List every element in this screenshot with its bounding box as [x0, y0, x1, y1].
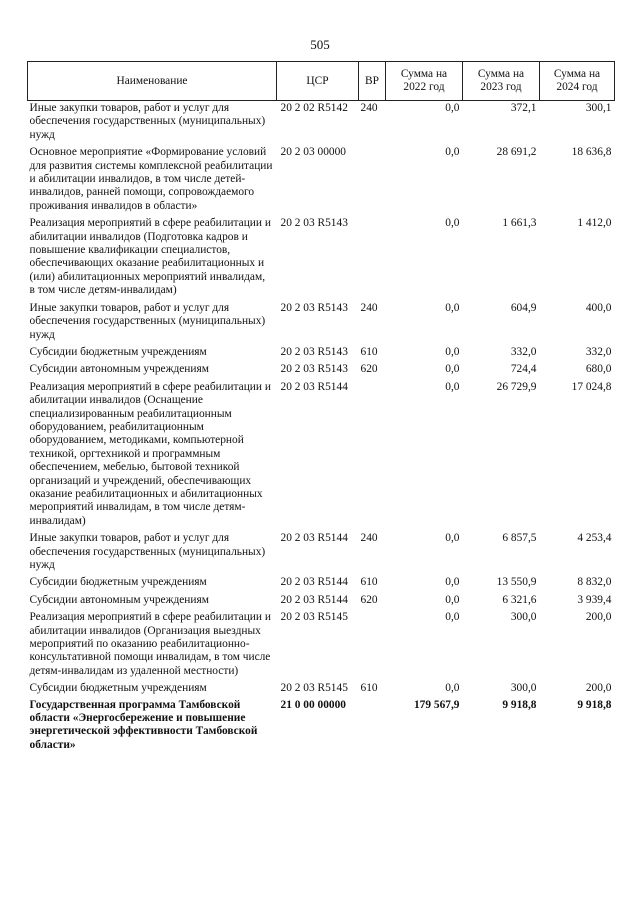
table-row — [28, 572, 615, 589]
cell-sum-2024: 8 832,0 — [577, 576, 612, 589]
cell-name: Иные закупки товаров, работ и услуг для обеспечения государственных (муниципальных) нужд — [29, 532, 266, 571]
cell-sum-2023: 9 918,8 — [502, 698, 537, 711]
cell-sum-2024: 4 253,4 — [577, 532, 612, 545]
cell-csr: 20 2 03 R5144 — [280, 593, 348, 606]
cell-sum-2024: 17 024,8 — [571, 380, 612, 393]
cell-sum-2024: 332,0 — [585, 345, 612, 358]
table-row — [28, 528, 615, 572]
cell-vr: 620 — [360, 363, 378, 376]
cell-sum-2023: 13 550,9 — [496, 576, 537, 589]
table-row — [28, 377, 615, 528]
cell-vr: 610 — [360, 345, 378, 358]
cell-sum-2024: 400,0 — [585, 301, 612, 314]
cell-vr: 610 — [360, 576, 378, 589]
header-sum-2023: Сумма на 2023 год — [463, 62, 540, 101]
cell-name: Государственная программа Тамбовской области «Энергосбережение и повышение энергетической эффективности Тамбовской области» — [29, 698, 258, 751]
cell-sum-2024: 3 939,4 — [577, 593, 612, 606]
cell-csr: 20 2 03 00000 — [280, 146, 346, 159]
cell-name: Реализация мероприятий в сфере реабилитации и абилитации инвалидов (Организация выездных мероприятий по оказанию реабилитационно-консультативной помощи инвалидам, в том числе детям-инвалидам из удаленной местности) — [29, 611, 271, 677]
cell-sum-2024: 300,1 — [585, 102, 612, 114]
cell-csr: 20 2 03 R5144 — [280, 532, 348, 545]
cell-csr: 20 2 02 R5142 — [280, 102, 348, 114]
cell-name: Субсидии автономным учреждениям — [29, 593, 209, 606]
cell-csr: 20 2 03 R5145 — [280, 611, 348, 624]
cell-sum-2024: 18 636,8 — [571, 146, 612, 159]
cell-sum-2022: 0,0 — [445, 345, 460, 358]
table-row — [28, 342, 615, 359]
cell-name: Субсидии бюджетным учреждениям — [29, 345, 207, 358]
table-row — [28, 298, 615, 342]
cell-vr: 240 — [360, 102, 378, 114]
cell-sum-2022: 0,0 — [445, 593, 460, 606]
cell-sum-2022: 0,0 — [445, 611, 460, 624]
page-number: 505 — [310, 37, 330, 52]
cell-sum-2024: 9 918,8 — [577, 698, 612, 711]
cell-csr: 20 2 03 R5144 — [280, 576, 348, 589]
cell-csr: 20 2 03 R5143 — [280, 301, 348, 314]
cell-vr: 620 — [360, 593, 378, 606]
table-row — [28, 359, 615, 376]
cell-sum-2022: 179 567,9 — [413, 698, 460, 711]
cell-csr: 21 0 00 00000 — [280, 698, 346, 711]
cell-csr: 20 2 03 R5143 — [280, 345, 348, 358]
cell-name: Субсидии бюджетным учреждениям — [29, 682, 207, 695]
cell-sum-2022: 0,0 — [445, 532, 460, 545]
cell-csr: 20 2 03 R5145 — [280, 682, 348, 695]
cell-sum-2022: 0,0 — [445, 217, 460, 230]
cell-name: Иные закупки товаров, работ и услуг для обеспечения государственных (муниципальных) нужд — [29, 102, 266, 141]
cell-name: Субсидии бюджетным учреждениям — [29, 576, 207, 589]
table-row — [28, 213, 615, 297]
cell-sum-2023: 300,0 — [510, 682, 537, 695]
cell-vr — [359, 607, 386, 678]
cell-sum-2023: 604,9 — [510, 301, 537, 314]
table-body — [28, 101, 615, 753]
cell-vr: 240 — [360, 301, 378, 314]
header-sum-2024: Сумма на 2024 год — [540, 62, 615, 101]
cell-sum-2022: 0,0 — [445, 682, 460, 695]
cell-sum-2024: 200,0 — [585, 611, 612, 624]
cell-vr — [359, 213, 386, 297]
cell-vr — [359, 377, 386, 528]
cell-sum-2023: 6 321,6 — [502, 593, 537, 606]
cell-sum-2023: 26 729,9 — [496, 380, 537, 393]
cell-sum-2023: 6 857,5 — [502, 532, 537, 545]
cell-vr — [359, 696, 386, 753]
cell-csr: 20 2 03 R5144 — [280, 380, 348, 393]
cell-vr — [359, 142, 386, 213]
cell-sum-2023: 332,0 — [510, 345, 537, 358]
cell-sum-2022: 0,0 — [445, 576, 460, 589]
cell-sum-2023: 1 661,3 — [502, 217, 537, 230]
header-sum-2022: Сумма на 2022 год — [386, 62, 463, 101]
cell-name: Субсидии автономным учреждениям — [29, 363, 209, 376]
budget-table — [27, 61, 615, 752]
cell-name: Реализация мероприятий в сфере реабилитации и абилитации инвалидов (Оснащение специализированным реабилитационным оборудованием, реабилитационным оборудованием, методиками, компьютерной техникой, оргтехникой и программным обеспечением, мебелью, бытовой техникой организаций и учреждений, обеспечивающих оказание реабилитационных и абилитационных мероприятий инвалидам, в том числе детям-инвалидам) — [29, 380, 271, 527]
table-row — [28, 607, 615, 678]
cell-sum-2024: 1 412,0 — [577, 217, 612, 230]
table-row — [28, 590, 615, 607]
cell-csr: 20 2 03 R5143 — [280, 363, 348, 376]
cell-sum-2022: 0,0 — [445, 102, 460, 114]
cell-sum-2022: 0,0 — [445, 146, 460, 159]
table-row — [28, 696, 615, 753]
cell-sum-2022: 0,0 — [445, 363, 460, 376]
cell-vr: 610 — [360, 682, 378, 695]
cell-sum-2023: 300,0 — [510, 611, 537, 624]
cell-name: Основное мероприятие «Формирование условий для развития системы комплексной реабилитации и абилитации инвалидов, в том числе детей-инвалидов, ранней помощи, сопровождаемого проживания инвалидов в области» — [29, 146, 273, 212]
cell-csr: 20 2 03 R5143 — [280, 217, 348, 230]
header-vr: ВР — [359, 62, 386, 101]
cell-name: Реализация мероприятий в сфере реабилитации и абилитации инвалидов (Подготовка кадров и повышение квалификации специалистов, обеспечивающих оказание реабилитационных и (или) абилитационных мероприятий инвалидам, в том числе детям-инвалидам) — [29, 217, 271, 297]
cell-sum-2024: 200,0 — [585, 682, 612, 695]
cell-sum-2023: 372,1 — [510, 102, 537, 114]
table-row — [28, 101, 615, 143]
cell-sum-2024: 680,0 — [585, 363, 612, 376]
cell-sum-2022: 0,0 — [445, 380, 460, 393]
header-name: Наименование — [28, 62, 277, 101]
cell-name: Иные закупки товаров, работ и услуг для обеспечения государственных (муниципальных) нужд — [29, 301, 266, 341]
header-csr: ЦСР — [277, 62, 359, 101]
cell-sum-2023: 28 691,2 — [496, 146, 537, 159]
table-row — [28, 678, 615, 695]
table-header — [28, 62, 615, 101]
cell-vr: 240 — [360, 532, 378, 545]
cell-sum-2022: 0,0 — [445, 301, 460, 314]
table-row — [28, 142, 615, 213]
cell-sum-2023: 724,4 — [510, 363, 537, 376]
